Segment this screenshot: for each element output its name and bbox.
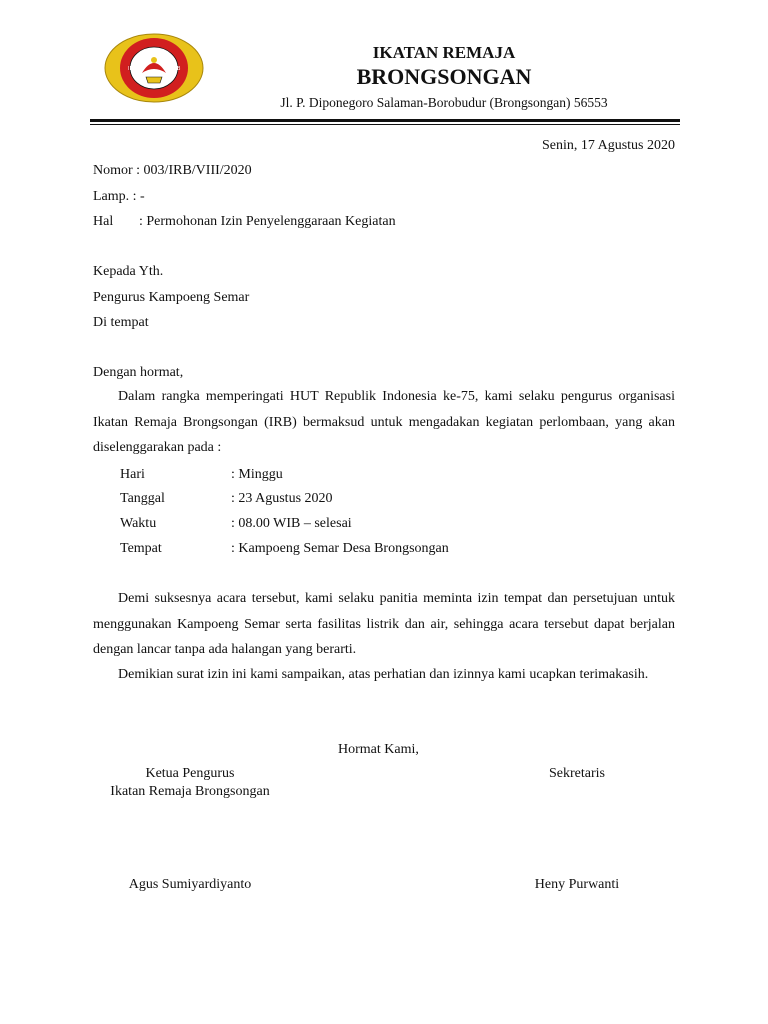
closing: Hormat Kami,: [338, 742, 419, 757]
org-name-line2: BRONGSONGAN: [356, 64, 532, 89]
detail-label: Tempat: [120, 541, 162, 556]
recipient-line: Kepada Yth.: [93, 264, 164, 279]
letter-subject-label: Hal: [93, 214, 114, 229]
right-signatory-name: Heny Purwanti: [534, 877, 620, 892]
svg-text:IRB: IRB: [172, 66, 181, 72]
recipient-line: Di tempat: [93, 315, 149, 330]
letter-number: Nomor : 003/IRB/VIII/2020: [93, 163, 252, 178]
org-address: Jl. P. Diponegoro Salaman-Borobudur (Brongsongan) 56553: [280, 95, 608, 110]
letter-date: Senin, 17 Agustus 2020: [541, 138, 675, 153]
left-signatory-name: Agus Sumiyardiyanto: [128, 877, 252, 892]
letter-subject: : Permohonan Izin Penyelenggaraan Kegiatan: [139, 214, 396, 229]
detail-label: Waktu: [120, 516, 157, 531]
detail-value: : 08.00 WIB – selesai: [231, 516, 352, 531]
detail-value: : 23 Agustus 2020: [231, 491, 333, 506]
right-signatory-title: Sekretaris: [549, 766, 605, 781]
recipient-line: Pengurus Kampoeng Semar: [93, 290, 250, 305]
body-paragraph-1: Dalam rangka memperingati HUT Republik Indonesia ke-75, kami selaku pengurus organisasi Ikatan Remaja Brongsongan (IRB) bermaksud untuk mengadakan kegiatan perlombaan, yang akan diselenggarakan pada :: [93, 389, 675, 455]
svg-text:IRB: IRB: [128, 66, 137, 72]
detail-value: : Kampoeng Semar Desa Brongsongan: [231, 541, 449, 556]
body-paragraph-3: Demikian surat izin ini kami sampaikan, atas perhatian dan izinnya kami ucapkan terimakasih.: [118, 667, 649, 682]
letter-attachment: Lamp. : -: [93, 189, 145, 204]
body-paragraph-2: Demi suksesnya acara tersebut, kami selaku panitia meminta izin tempat dan persetujuan untuk menggunakan Kampoeng Semar serta fasilitas listrik dan air, sehingga acara tersebut dapat berjalan dengan lancar tanpa ada halangan yang berarti.: [93, 591, 675, 657]
detail-label: Tanggal: [120, 491, 165, 506]
detail-value: : Minggu: [231, 467, 283, 482]
left-signatory-org: Ikatan Remaja Brongsongan: [110, 784, 270, 799]
detail-label: Hari: [120, 467, 145, 482]
header-rule-thin: [90, 124, 680, 125]
org-name-line1: IKATAN REMAJA: [372, 43, 516, 62]
header-rule-thick: [90, 119, 680, 122]
greeting: Dengan hormat,: [93, 365, 184, 380]
left-signatory-title: Ketua Pengurus: [145, 766, 235, 781]
